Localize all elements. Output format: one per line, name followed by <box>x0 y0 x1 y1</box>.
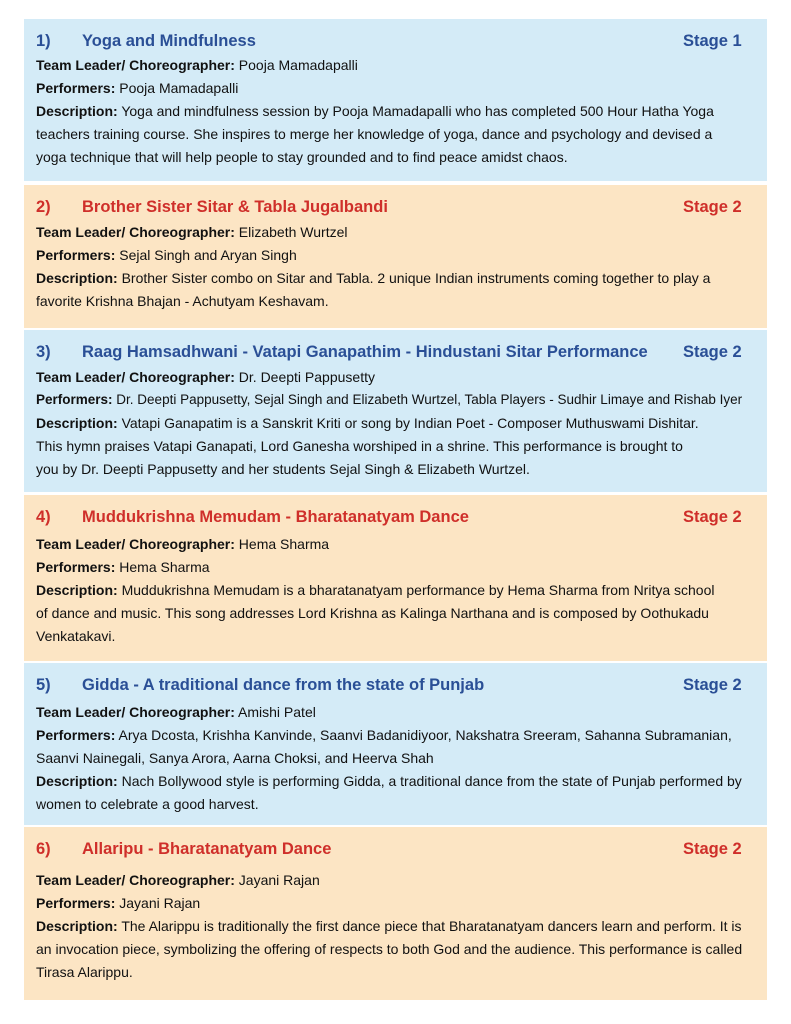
program-title: Muddukrishna Memudam - Bharatanatyam Dance <box>82 508 469 526</box>
description-line: teachers training course. She inspires to merge her knowledge of yoga, dance and psychology and devised a <box>36 126 713 142</box>
description-line <box>36 917 742 935</box>
program-heading <box>24 676 767 696</box>
description-value: Brother Sister combo on Sitar and Tabla. 2 unique Indian instruments coming together to play a <box>121 270 711 286</box>
leader-value: Jayani Rajan <box>238 872 320 888</box>
description-line: Venkatakavi. <box>36 628 116 644</box>
program-card-1 <box>24 19 767 181</box>
program-title: Gidda - A traditional dance from the state of Punjab <box>82 676 485 694</box>
description-line: yoga technique that will help people to stay grounded and to find peace amidst chaos. <box>36 149 568 165</box>
description-value: The Alarippu is traditionally the first dance piece that Bharatanatyam dancers learn and perform. It is <box>121 918 742 934</box>
performers-label: Performers: <box>36 895 116 911</box>
program-heading <box>24 343 767 363</box>
description-value: Yoga and mindfulness session by Pooja Mamadapalli who has completed 500 Hour Hatha Yoga <box>121 103 714 119</box>
leader-label: Team Leader/ Choreographer: <box>36 224 235 240</box>
program-card-4 <box>24 495 767 661</box>
description-line <box>36 581 715 599</box>
performers-line <box>36 391 742 409</box>
leader-value: Dr. Deepti Pappusetty <box>238 369 375 385</box>
program-title: Yoga and Mindfulness <box>82 32 256 50</box>
description-label: Description: <box>36 103 118 119</box>
program-number: 2) <box>36 198 51 216</box>
leader-label: Team Leader/ Choreographer: <box>36 704 235 720</box>
description-line: Tirasa Alarippu. <box>36 964 133 980</box>
leader-value: Pooja Mamadapalli <box>238 57 358 73</box>
description-line <box>36 102 714 120</box>
description-line: you by Dr. Deepti Pappusetty and her students Sejal Singh & Elizabeth Wurtzel. <box>36 461 530 477</box>
performers-label: Performers: <box>36 247 116 263</box>
description-line: This hymn praises Vatapi Ganapati, Lord Ganesha worshiped in a shrine. This performance is brought to <box>36 438 683 454</box>
program-stage: Stage 2 <box>683 508 742 526</box>
performers-line <box>36 79 238 97</box>
program-stage: Stage 2 <box>683 840 742 858</box>
performers-label: Performers: <box>36 80 116 96</box>
leader-line <box>36 223 347 241</box>
leader-label: Team Leader/ Choreographer: <box>36 369 235 385</box>
program-stage: Stage 2 <box>683 676 742 694</box>
performers-line <box>36 894 200 912</box>
leader-value: Hema Sharma <box>238 536 330 552</box>
performers-value: Arya Dcosta, Krishha Kanvinde, Saanvi Badanidiyoor, Nakshatra Sreeram, Sahanna Subramanian, <box>118 727 732 743</box>
program-title: Brother Sister Sitar & Tabla Jugalbandi <box>82 198 388 216</box>
description-line: of dance and music. This song addresses Lord Krishna as Kalinga Narthana and is composed by Oothukadu <box>36 605 709 621</box>
leader-value: Amishi Patel <box>238 704 316 720</box>
performers-line: Saanvi Nainegali, Sanya Arora, Aarna Choksi, and Heerva Shah <box>36 750 434 766</box>
description-value: Vatapi Ganapatim is a Sanskrit Kriti or song by Indian Poet - Composer Muthuswami Dishitar. <box>121 415 699 431</box>
description-value: Nach Bollywood style is performing Gidda, a traditional dance from the state of Punjab performed by <box>121 773 742 789</box>
performers-value: Hema Sharma <box>119 559 210 575</box>
program-stage: Stage 2 <box>683 343 742 361</box>
performers-value: Jayani Rajan <box>119 895 201 911</box>
program-stage: Stage 1 <box>683 32 742 50</box>
leader-line <box>36 703 316 721</box>
performers-line <box>36 246 297 264</box>
leader-line <box>36 368 375 386</box>
description-line <box>36 772 742 790</box>
leader-label: Team Leader/ Choreographer: <box>36 57 235 73</box>
description-label: Description: <box>36 270 118 286</box>
program-number: 4) <box>36 508 51 526</box>
program-card-2 <box>24 185 767 328</box>
leader-line <box>36 871 320 889</box>
description-line <box>36 269 710 287</box>
performers-value: Dr. Deepti Pappusetty, Sejal Singh and Elizabeth Wurtzel, Tabla Players - Sudhir Limaye and Rishab Iyer <box>116 392 743 407</box>
program-title: Allaripu - Bharatanatyam Dance <box>82 840 332 858</box>
program-stage: Stage 2 <box>683 198 742 216</box>
program-title: Raag Hamsadhwani - Vatapi Ganapathim - Hindustani Sitar Performance <box>82 343 648 361</box>
performers-label: Performers: <box>36 392 113 407</box>
performers-label: Performers: <box>36 727 116 743</box>
program-number: 1) <box>36 32 51 50</box>
description-line: women to celebrate a good harvest. <box>36 796 259 812</box>
leader-value: Elizabeth Wurtzel <box>238 224 348 240</box>
program-card-3 <box>24 330 767 492</box>
performers-value: Pooja Mamadapalli <box>119 80 239 96</box>
program-heading <box>24 508 767 528</box>
program-number: 6) <box>36 840 51 858</box>
description-label: Description: <box>36 582 118 598</box>
description-label: Description: <box>36 773 118 789</box>
performers-line <box>36 558 210 576</box>
program-heading <box>24 32 767 52</box>
description-label: Description: <box>36 415 118 431</box>
leader-label: Team Leader/ Choreographer: <box>36 536 235 552</box>
program-card-5 <box>24 663 767 825</box>
leader-line <box>36 535 329 553</box>
performers-label: Performers: <box>36 559 116 575</box>
description-line: an invocation piece, symbolizing the offering of respects to both God and the audience. This performance is called <box>36 941 743 957</box>
description-value: Muddukrishna Memudam is a bharatanatyam performance by Hema Sharma from Nritya school <box>121 582 715 598</box>
leader-line <box>36 56 358 74</box>
leader-label: Team Leader/ Choreographer: <box>36 872 235 888</box>
program-card-6 <box>24 827 767 1000</box>
performers-line <box>36 726 732 744</box>
description-label: Description: <box>36 918 118 934</box>
program-number: 3) <box>36 343 51 361</box>
performers-value: Sejal Singh and Aryan Singh <box>119 247 297 263</box>
program-heading <box>24 198 767 218</box>
description-line <box>36 414 699 432</box>
program-number: 5) <box>36 676 51 694</box>
program-heading <box>24 840 767 860</box>
description-line: favorite Krishna Bhajan - Achutyam Keshavam. <box>36 293 329 309</box>
